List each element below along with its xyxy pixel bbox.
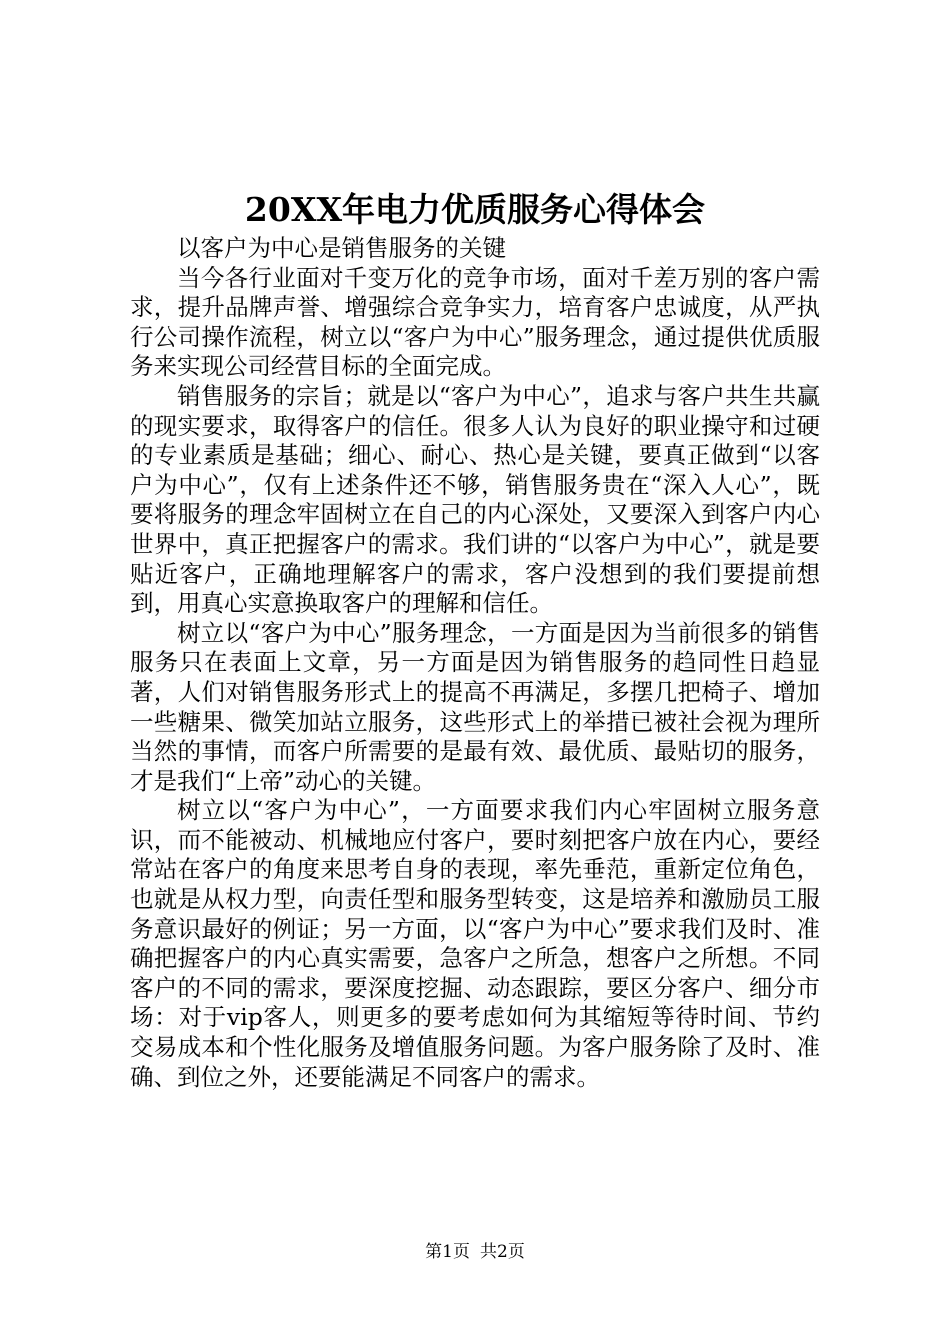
paragraph-3: 树立以“客户为中心”服务理念，一方面是因为当前很多的销售服务只在表面上文章，另一方面是因为销售服务的趋同性日趋显著，人们对销售服务形式上的提高不再满足，多摆几把椅子、增加一些糖果、微笑加站立服务，这些形式上的举措已被社会视为理所当然的事情，而客户所需要的是最有效、最优质、最贴切的服务，才是我们“上帝”动心的关键。 — [130, 618, 820, 795]
paragraph-4: 树立以“客户为中心”，一方面要求我们内心牢固树立服务意识，而不能被动、机械地应付客户，要时刻把客户放在内心，要经常站在客户的角度来思考自身的表现，率先垂范，重新定位角色，也就是从权力型，向责任型和服务型转变，这是培养和激励员工服务意识最好的例证；另一方面，以“客户为中心”要求我们及时、准确把握客户的内心真实需要，急客户之所急，想客户之所想。不同客户的不同的需求，要深度挖掘、动态跟踪，要区分客户、细分市场：对于vip客人，则更多的要考虑如何为其缩短等待时间、节约交易成本和个性化服务及增值服务问题。为客户服务除了及时、准确、到位之外，还要能满足不同客户的需求。 — [130, 796, 820, 1091]
page-footer — [0, 1240, 950, 1264]
paragraph-2: 销售服务的宗旨；就是以“客户为中心”，追求与客户共生共赢的现实要求，取得客户的信任。很多人认为良好的职业操守和过硬的专业素质是基础；细心、耐心、热心是关键，要真正做到“以客户为中心”，仅有上述条件还不够，销售服务贵在“深入人心”，既要将服务的理念牢固树立在自己的内心深处，又要深入到客户内心世界中，真正把握客户的需求。我们讲的“以客户为中心”，就是要贴近客户，正确地理解客户的需求，客户没想到的我们要提前想到，用真心实意换取客户的理解和信任。 — [130, 381, 820, 618]
paragraph-1: 当今各行业面对千变万化的竞争市场，面对千差万别的客户需求，提升品牌声誉、增强综合竞争实力，培育客户忠诚度，从严执行公司操作流程，树立以“客户为中心”服务理念，通过提供优质服务来实现公司经营目标的全面完成。 — [130, 263, 820, 381]
document-body — [130, 234, 820, 1092]
section-subheading: 以客户为中心是销售服务的关键 — [177, 234, 506, 262]
page-total: 共2页 — [480, 1242, 525, 1262]
page-number: 第1页 — [425, 1242, 470, 1262]
document-title: 20XX年电力优质服务心得体会 — [244, 190, 706, 229]
